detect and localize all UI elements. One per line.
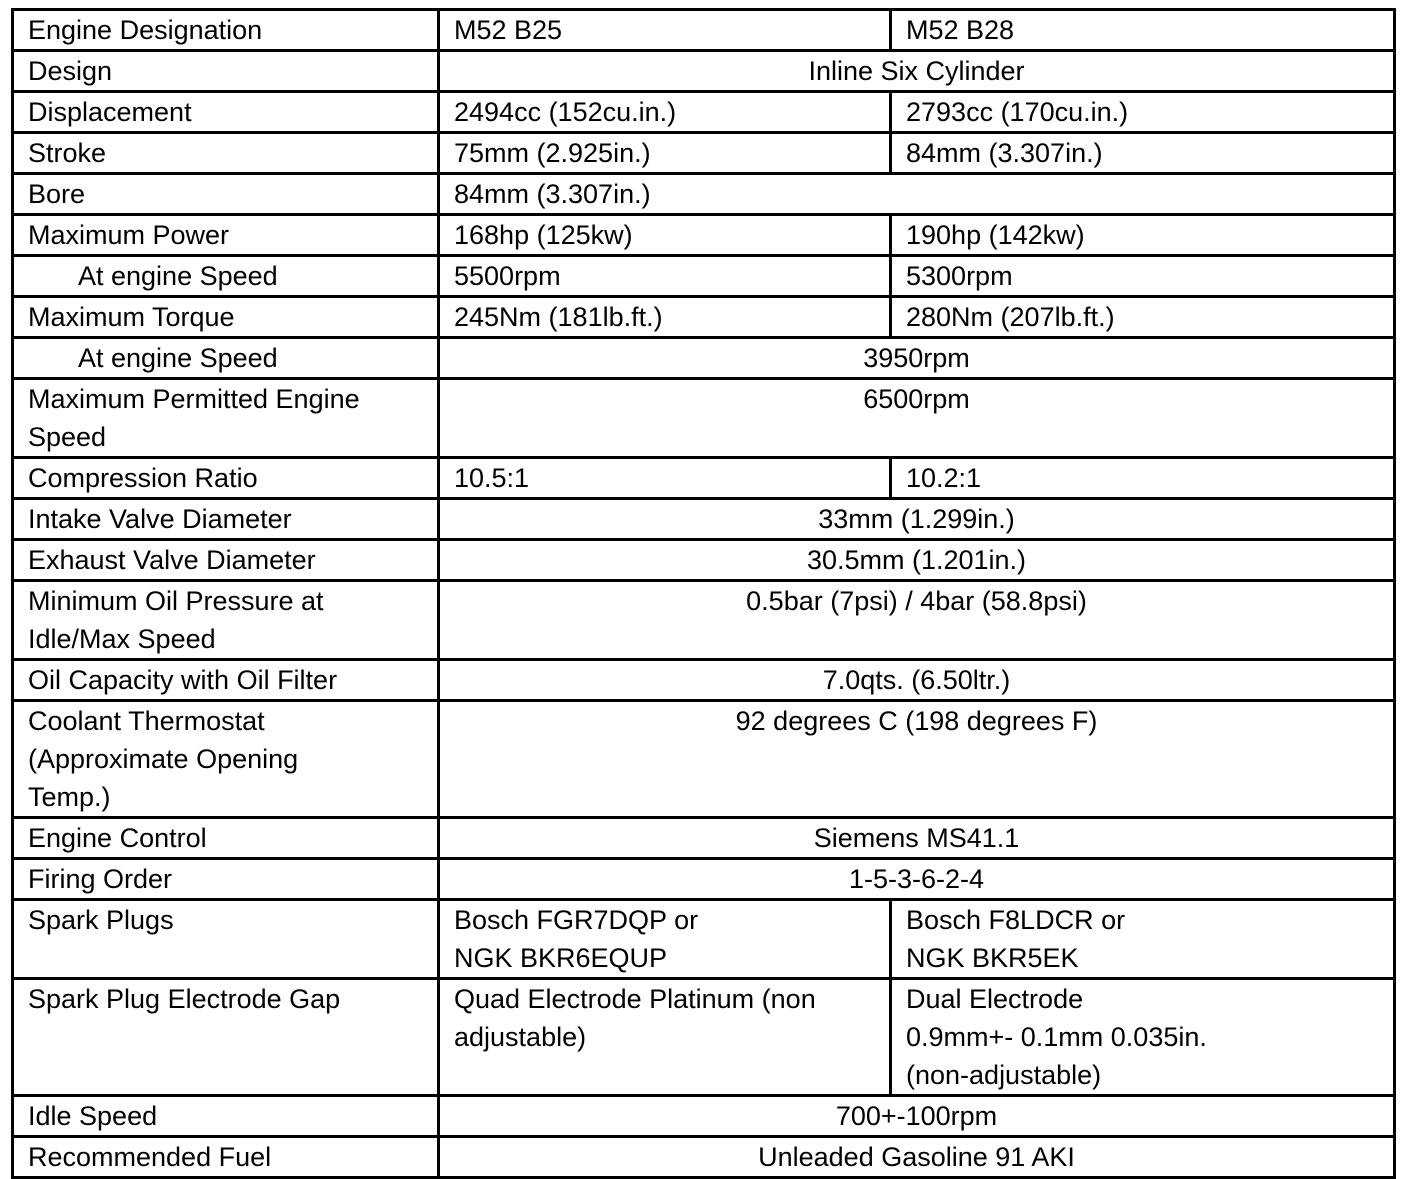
value-m52-b25: 168hp (125kw): [439, 215, 891, 256]
value-m52-b25: 2494cc (152cu.in.): [439, 92, 891, 133]
row-label: Compression Ratio: [13, 458, 439, 499]
row-label: Stroke: [13, 133, 439, 174]
value-m52-b28: 2793cc (170cu.in.): [891, 92, 1395, 133]
value-common: Inline Six Cylinder: [439, 51, 1395, 92]
value-common: 0.5bar (7psi) / 4bar (58.8psi): [439, 581, 1395, 660]
value-m52-b28: 280Nm (207lb.ft.): [891, 297, 1395, 338]
value-common: 30.5mm (1.201in.): [439, 540, 1395, 581]
value-common: 6500rpm: [439, 379, 1395, 458]
table-row: [13, 1096, 1395, 1137]
value-common: Unleaded Gasoline 91 AKI: [439, 1137, 1395, 1178]
value-m52-b25: M52 B25: [439, 10, 891, 51]
table-row: [13, 10, 1395, 51]
value-m52-b25: 10.5:1: [439, 458, 891, 499]
row-label: Coolant Thermostat (Approximate Opening Temp.): [13, 701, 439, 818]
value-m52-b25: 75mm (2.925in.): [439, 133, 891, 174]
row-label: Idle Speed: [13, 1096, 439, 1137]
value-m52-b28: Bosch F8LDCR or NGK BKR5EK: [891, 900, 1395, 979]
table-row: [13, 338, 1395, 379]
row-label: Engine Designation: [13, 10, 439, 51]
row-label: Firing Order: [13, 859, 439, 900]
table-row: [13, 701, 1395, 818]
row-label: Exhaust Valve Diameter: [13, 540, 439, 581]
row-label: At engine Speed: [13, 256, 439, 297]
table-row: [13, 499, 1395, 540]
table-row: [13, 540, 1395, 581]
row-label: Design: [13, 51, 439, 92]
value-m52-b28: 10.2:1: [891, 458, 1395, 499]
engine-specifications-table: [11, 8, 1396, 1179]
row-label: Oil Capacity with Oil Filter: [13, 660, 439, 701]
row-label: Displacement: [13, 92, 439, 133]
value-m52-b28: Dual Electrode 0.9mm+- 0.1mm 0.035in. (non-adjustable): [891, 979, 1395, 1096]
value-common: 7.0qts. (6.50ltr.): [439, 660, 1395, 701]
table-row: [13, 660, 1395, 701]
row-label: Minimum Oil Pressure at Idle/Max Speed: [13, 581, 439, 660]
value-common: Siemens MS41.1: [439, 818, 1395, 859]
row-label: Recommended Fuel: [13, 1137, 439, 1178]
table-row: [13, 92, 1395, 133]
table-row: [13, 818, 1395, 859]
row-label: Spark Plugs: [13, 900, 439, 979]
value-m52-b25: 245Nm (181lb.ft.): [439, 297, 891, 338]
table-row: [13, 51, 1395, 92]
table-row: [13, 900, 1395, 979]
table-row: [13, 979, 1395, 1096]
value-m52-b28: M52 B28: [891, 10, 1395, 51]
row-label: Bore: [13, 174, 439, 215]
row-label: Intake Valve Diameter: [13, 499, 439, 540]
value-m52-b25: Quad Electrode Platinum (non adjustable): [439, 979, 891, 1096]
value-m52-b25: 5500rpm: [439, 256, 891, 297]
row-label: Maximum Power: [13, 215, 439, 256]
value-common: 84mm (3.307in.): [439, 174, 1395, 215]
value-m52-b28: 84mm (3.307in.): [891, 133, 1395, 174]
table-row: [13, 133, 1395, 174]
row-label: Maximum Torque: [13, 297, 439, 338]
table-row: [13, 297, 1395, 338]
table-row: [13, 458, 1395, 499]
value-m52-b28: 5300rpm: [891, 256, 1395, 297]
row-label: Spark Plug Electrode Gap: [13, 979, 439, 1096]
table-row: [13, 379, 1395, 458]
row-label: Maximum Permitted Engine Speed: [13, 379, 439, 458]
table-row: [13, 859, 1395, 900]
table-row: [13, 581, 1395, 660]
value-m52-b25: Bosch FGR7DQP or NGK BKR6EQUP: [439, 900, 891, 979]
value-common: 700+-100rpm: [439, 1096, 1395, 1137]
table-row: [13, 1137, 1395, 1178]
value-common: 33mm (1.299in.): [439, 499, 1395, 540]
value-common: 3950rpm: [439, 338, 1395, 379]
value-m52-b28: 190hp (142kw): [891, 215, 1395, 256]
table-row: [13, 174, 1395, 215]
value-common: 1-5-3-6-2-4: [439, 859, 1395, 900]
row-label: At engine Speed: [13, 338, 439, 379]
value-common: 92 degrees C (198 degrees F): [439, 701, 1395, 818]
table-row: [13, 215, 1395, 256]
table-row: [13, 256, 1395, 297]
row-label: Engine Control: [13, 818, 439, 859]
